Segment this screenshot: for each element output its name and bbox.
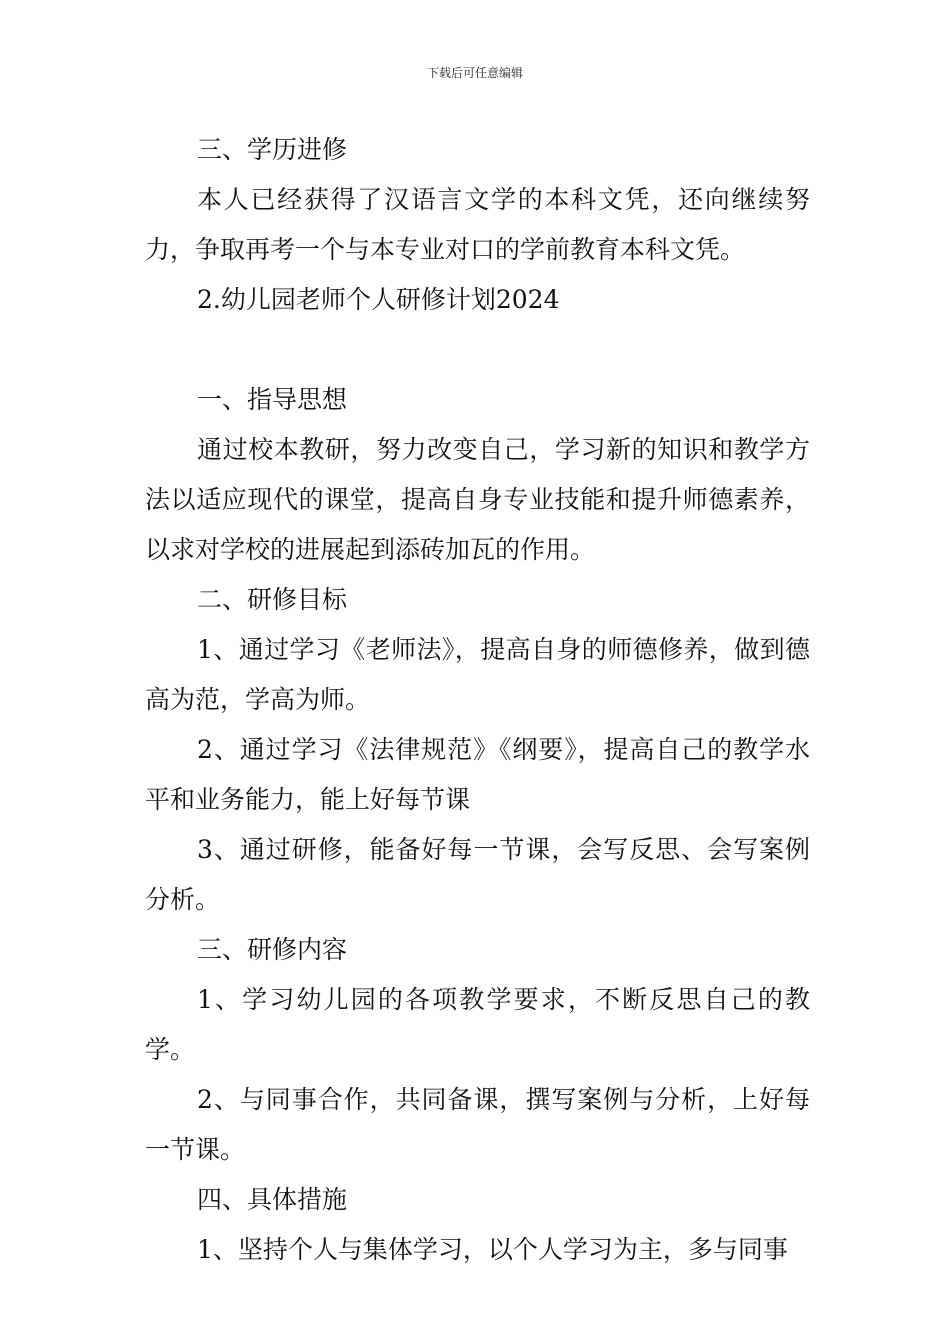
section-heading-guiding-ideology: 一、指导思想 [197,385,348,414]
page-header-note: 下载后可任意编辑 [426,66,523,80]
goal-item-2: 2、通过学习《法律规范》《纲要》，提高自己的教学水平和业务能力，能上好每节课 [145,735,810,814]
paragraph-education: 本人已经获得了汉语言文学的本科文凭，还向继续努力，争取再考一个与本专业对口的学前教育本科文凭。 [145,185,810,264]
blank-line [145,325,810,375]
goal-item-1: 1、通过学习《老师法》，提高自身的师德修养，做到德高为范，学高为师。 [145,635,810,714]
document-body [145,125,810,1275]
section-heading-goals: 二、研修目标 [197,585,348,614]
paragraph-guiding-ideology: 通过校本教研，努力改变自己，学习新的知识和教学方法以适应现代的课堂，提高自身专业技能和提升师德素养，以求对学校的进展起到添砖加瓦的作用。 [145,435,810,564]
section-heading-content: 三、研修内容 [197,935,348,964]
content-item-2: 2、与同事合作，共同备课，撰写案例与分析，上好每一节课。 [145,1085,810,1164]
goal-item-3: 3、通过研修，能备好每一节课，会写反思、会写案例分析。 [145,835,810,914]
measure-item-1: 1、坚持个人与集体学习，以个人学习为主，多与同事 [197,1235,788,1264]
section-heading-measures: 四、具体措施 [197,1185,348,1214]
document-title: 2.幼儿园老师个人研修计划2024 [197,285,560,314]
content-item-1: 1、学习幼儿园的各项教学要求，不断反思自己的教学。 [145,985,810,1064]
section-heading-education: 三、学历进修 [197,135,348,164]
